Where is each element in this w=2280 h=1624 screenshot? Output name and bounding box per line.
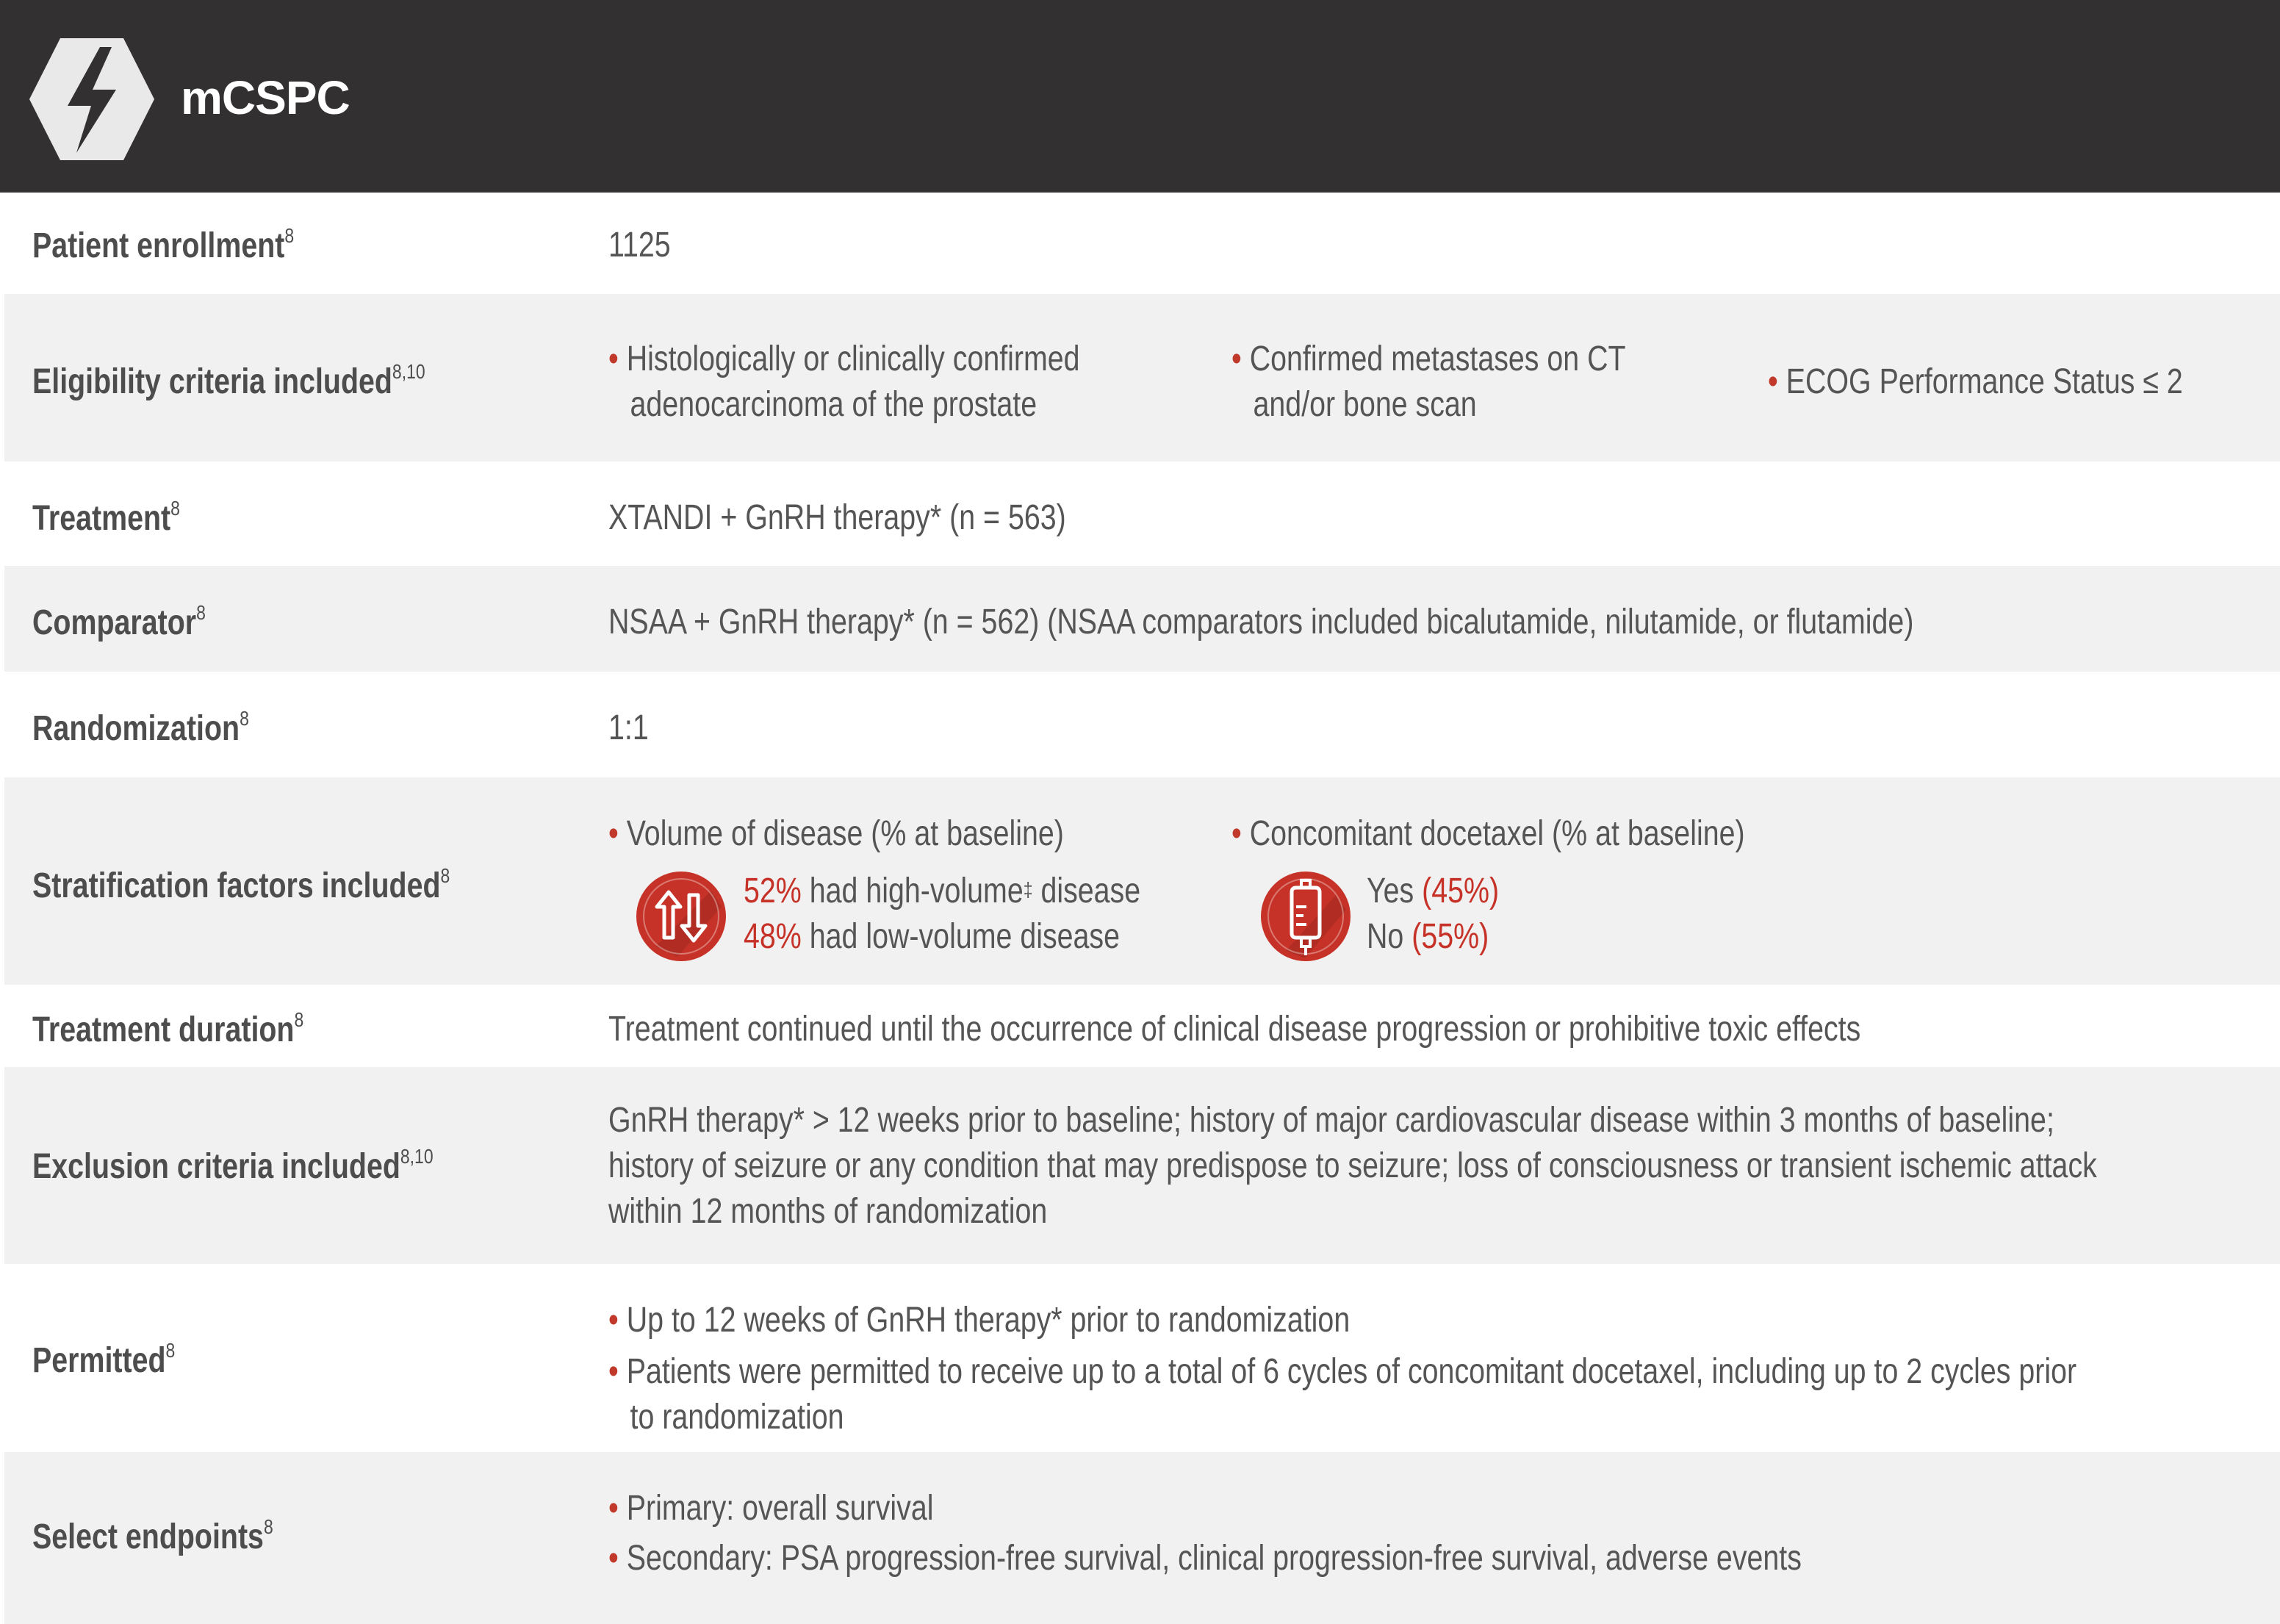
row-comparator xyxy=(4,566,2280,672)
row-randomization xyxy=(4,672,2280,777)
randomization-value: 1:1 xyxy=(608,708,649,747)
row-treatment-duration xyxy=(4,985,2280,1067)
treatment-value: XTANDI + GnRH therapy* (n = 563) xyxy=(608,498,1066,537)
permitted-item: • Up to 12 weeks of GnRH therapy* prior to randomization xyxy=(608,1301,1351,1340)
row-patient-enrollment xyxy=(4,193,2280,294)
endpoint-item: • Primary: overall survival xyxy=(608,1489,934,1528)
row-label: Treatment$^8$ xyxy=(32,497,180,538)
eligibility-item: • Histologically or clinically confirmed adenocarcinoma of the prostate xyxy=(608,339,1080,424)
row-stratification xyxy=(4,777,2280,985)
row-label: Stratification factors included$^8$ xyxy=(32,864,450,905)
comparator-value: NSAA + GnRH therapy* (n = 562) (NSAA comparators included bicalutamide, nilutamide, or flutamide) xyxy=(608,603,1914,642)
row-label: Comparator$^8$ xyxy=(32,601,206,642)
up-down-arrows-icon xyxy=(635,870,727,963)
eligibility-item: • Confirmed metastases on CT and/or bone scan xyxy=(1231,339,1626,424)
header-bar xyxy=(0,0,2280,193)
volume-heading: • Volume of disease (% at baseline) xyxy=(608,814,1064,853)
exclusion-value: GnRH therapy* > 12 weeks prior to baseline; history of major cardiovascular disease within 3 months of baseline; history of seizure or any condition that may predispose to seizure; loss of consciousness or transient ischemic attack within 12 months of randomization xyxy=(608,1101,2097,1231)
row-eligibility xyxy=(4,294,2280,461)
eligibility-item: • ECOG Performance Status ≤ 2 xyxy=(1768,362,2183,401)
row-treatment xyxy=(4,461,2280,566)
row-select-endpoints xyxy=(4,1452,2280,1624)
volume-stats: 52% had high-volume‡ disease 48% had low-volume disease xyxy=(744,872,1141,956)
row-label: Permitted$^8$ xyxy=(32,1339,176,1380)
iv-bag-icon xyxy=(1259,870,1352,963)
row-permitted xyxy=(4,1264,2280,1452)
enrollment-value: 1125 xyxy=(608,226,671,265)
row-label: Treatment duration$^8$ xyxy=(32,1008,304,1049)
row-label: Randomization$^8$ xyxy=(32,707,249,748)
row-exclusion xyxy=(4,1067,2280,1264)
page-title: mCSPC xyxy=(181,71,350,124)
row-label: Select endpoints$^8$ xyxy=(32,1515,273,1556)
docetaxel-stats: Yes (45%) No (55%) xyxy=(1367,872,1500,956)
row-label: Patient enrollment$^8$ xyxy=(32,224,295,265)
duration-value: Treatment continued until the occurrence of clinical disease progression or prohibitive toxic effects xyxy=(608,1010,1861,1049)
docetaxel-heading: • Concomitant docetaxel (% at baseline) xyxy=(1231,814,1745,853)
endpoint-item: • Secondary: PSA progression-free survival, clinical progression-free survival, adverse events xyxy=(608,1539,1802,1578)
row-label: Exclusion criteria included$^{8,10}$ xyxy=(32,1145,434,1186)
row-label: Eligibility criteria included$^{8,10}$ xyxy=(32,360,425,401)
permitted-item: • Patients were permitted to receive up to a total of 6 cycles of concomitant docetaxel, including up to 2 cycles prior to randomization xyxy=(608,1352,2077,1437)
lightning-hexagon-icon xyxy=(29,35,154,163)
